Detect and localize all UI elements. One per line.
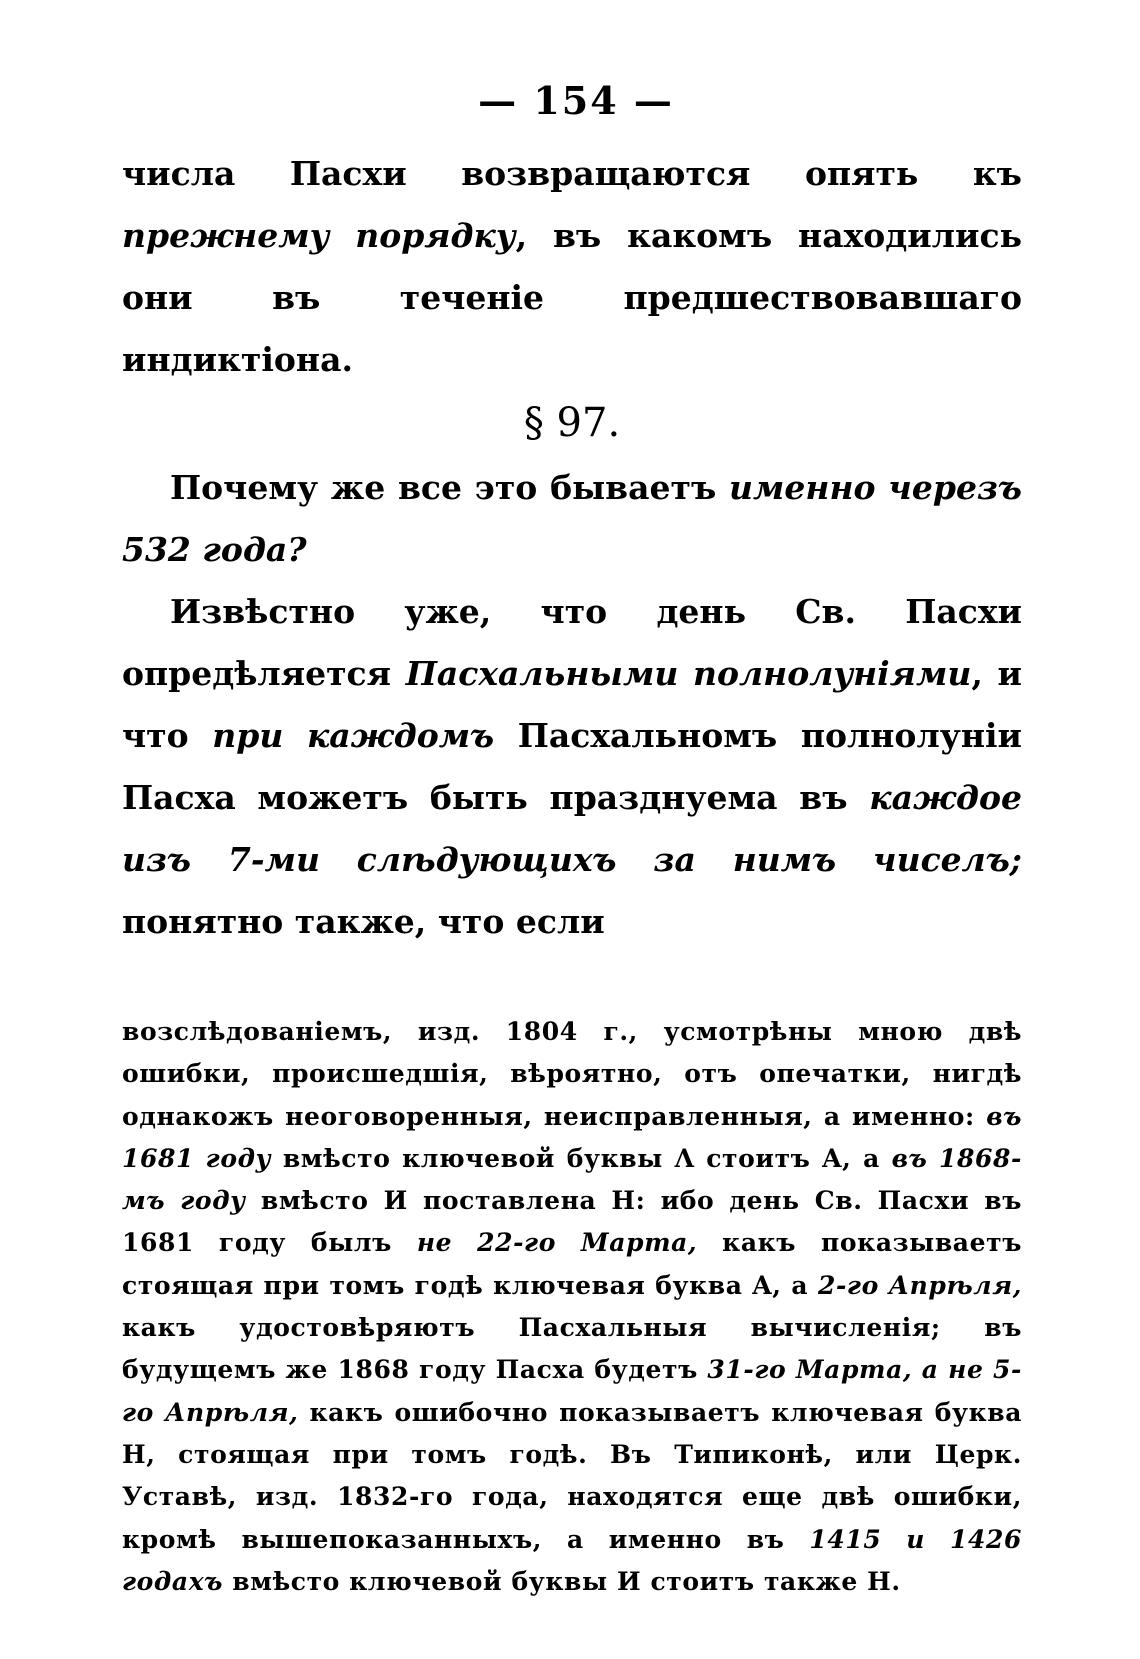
continuation-text-1: числа Пасхи возвращаются опять къ xyxy=(122,154,1022,193)
explanation-italic-2: при каждомъ xyxy=(212,716,495,755)
section-heading: § 97. xyxy=(523,400,621,446)
explanation-text-1: Извѣстно уже, что день Св. Пасхи опредѣляется xyxy=(122,592,1022,693)
book-page xyxy=(122,78,1022,1603)
explanation-italic-3: каждое изъ 7-ми слѣдующихъ за нимъ чиселъ; xyxy=(122,778,1022,879)
explanation-italic-1: Пасхальными полнолуніями xyxy=(405,654,972,693)
continuation-italic-1: прежнему порядку xyxy=(122,216,516,255)
footnote-text-1: возслѣдованіемъ, изд. 1804 г., усмотрѣны мною двѣ ошибки, происшедшія, вѣроятно, отъ опечатки, нигдѣ однакожъ неоговоренныя, неисправленныя, а именно: xyxy=(122,1017,1022,1131)
footnote-italic-4: 2-го Апрѣля, xyxy=(817,1270,1022,1300)
explanation-paragraph xyxy=(122,581,1022,953)
footnote-italic-2: въ 1868-мъ году xyxy=(122,1143,1023,1216)
question-text-1: Почему же все это бываетъ xyxy=(170,468,730,507)
footnote xyxy=(122,1011,1022,1603)
footnote-text-6: какъ ошибочно показываетъ ключевая буква Н, стоящая при томъ годѣ. Въ Типиконѣ, или Церк. Уставѣ, изд. 1832-го года, находятся еще двѣ ошибки, кромѣ вышепоказанныхъ, а именно въ xyxy=(122,1397,1022,1554)
explanation-text-4: понятно также, что если xyxy=(122,902,605,941)
question-paragraph xyxy=(122,457,1022,581)
footnote-text-3: вмѣсто И поставлена Н: ибо день Св. Пасхи въ 1681 году былъ xyxy=(122,1186,1022,1258)
footnote-italic-5: 31-го Марта, а не 5-го Апрѣля, xyxy=(122,1355,1022,1427)
footnote-italic-6: 1415 и 1426 годахъ xyxy=(122,1524,1022,1596)
footnote-paragraph xyxy=(122,1011,1022,1603)
footnote-italic-1: въ 1681 году xyxy=(122,1101,1022,1173)
page-number: — 154 — xyxy=(478,78,674,123)
footnote-text-2: вмѣсто ключевой буквы Λ стоитъ A, а xyxy=(271,1143,892,1173)
main-text xyxy=(122,143,1022,953)
footnote-italic-3: не 22-го Марта, xyxy=(416,1228,698,1258)
footnote-text-7: вмѣсто ключевой буквы И стоитъ также Н. xyxy=(223,1566,901,1596)
footnote-text-5: какъ удостовѣряютъ Пасхальныя вычисленія; въ будущемъ же 1868 году Пасха будетъ xyxy=(122,1313,1022,1385)
continuation-paragraph xyxy=(122,143,1022,391)
question-italic-1: именно черезъ 532 года? xyxy=(122,468,1022,569)
continuation-text-2: , въ какомъ находились они въ теченіе предшествовавшаго индиктіона. xyxy=(122,216,1022,379)
footnote-text-4: какъ показываетъ стоящая при томъ годѣ ключевая буква A, а xyxy=(122,1228,1022,1300)
explanation-text-2: , и что xyxy=(122,654,1023,755)
explanation-text-3: Пасхальномъ полнолуніи Пасха можетъ быть празднуема въ xyxy=(122,716,1023,817)
